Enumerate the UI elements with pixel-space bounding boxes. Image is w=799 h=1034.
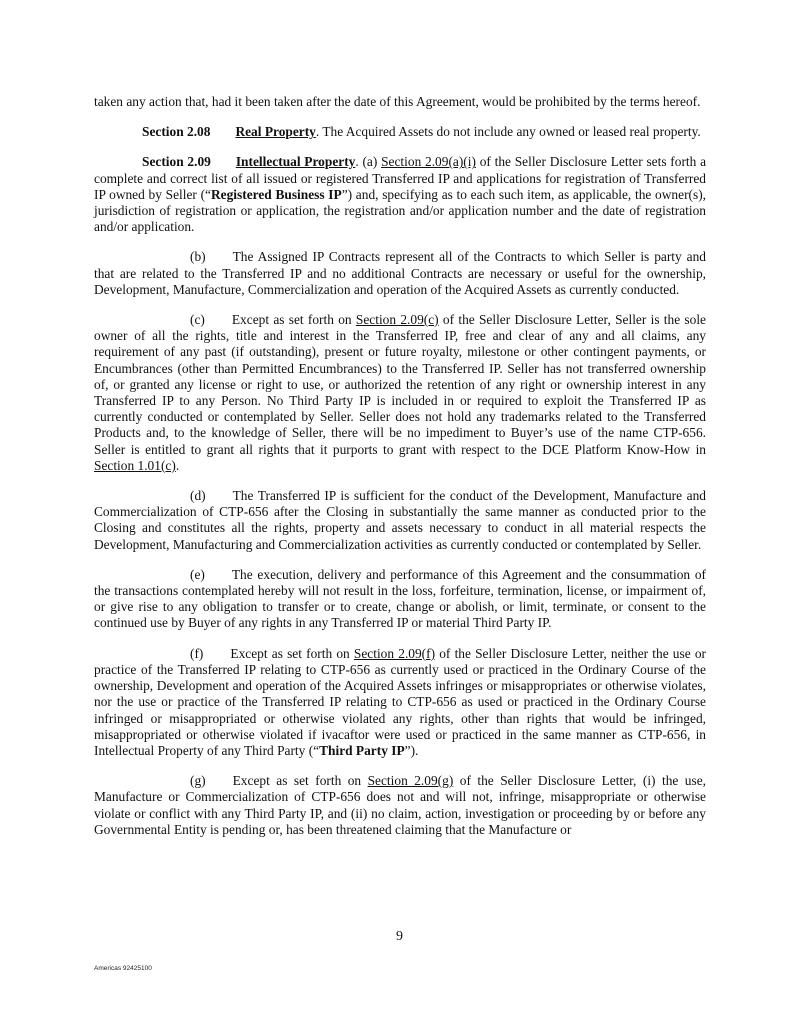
subsection-g bbox=[94, 773, 706, 838]
subsection-text: The execution, delivery and performance of this Agreement and the consummation of the transactions contemplated hereby will not result in the loss, forfeiture, termination, license, or impairment of, or give rise to any obligation to transfer or to create, change or abolish, or limit, terminate, or consent to the continued use by Buyer of any rights in any Transferred IP or material Third Party IP. bbox=[94, 566, 706, 631]
section-title: Real Property bbox=[235, 124, 316, 140]
defined-term: Third Party IP bbox=[319, 742, 405, 758]
subsection-f bbox=[94, 646, 706, 759]
subsection-label: (g) bbox=[190, 773, 206, 789]
section-2-09 bbox=[94, 154, 706, 235]
cross-reference-link: Section 2.09(c) bbox=[355, 312, 439, 328]
section-number: Section 2.09 bbox=[142, 154, 211, 170]
subsection-label: (e) bbox=[190, 566, 205, 582]
cross-reference-link: Section 1.01(c) bbox=[94, 457, 176, 473]
subsection-label: (b) bbox=[190, 249, 206, 265]
cross-reference-link: Section 2.09(g) bbox=[367, 773, 454, 789]
subsection-a-prefix: . (a) bbox=[355, 154, 382, 170]
subsection-d bbox=[94, 488, 706, 553]
page-body bbox=[94, 94, 706, 852]
subsection-label: (f) bbox=[190, 645, 204, 661]
subsection-text: Except as set forth on bbox=[231, 312, 356, 328]
document-footer-id: Americas 92425100 bbox=[94, 965, 152, 972]
subsection-text-body: of the Seller Disclosure Letter, neither the use or practice of the Transferred IP relating to CTP-656 as currently used or practiced in the Ordinary Course of the ownership, Development and operation of the Acquired Assets infringes or misappropriates or otherwise violates, nor the use or practice of the Transferred IP relating to CTP-656 as used or practiced in the Ordinary Course infringed or misappropriated or otherwise violated any rights, other than rights that would be infringed, misappropriated or otherwise violated if ivacaftor were used or practiced in the same manner as CTP-656, in Intellectual Property of any Third Party (“ bbox=[94, 645, 706, 758]
subsection-a-text: of the Seller Disclosure Letter sets forth a complete and correct list of all issued or registered Transferred IP and applications for registration of Transferred IP owned by Seller (“ bbox=[94, 154, 707, 202]
section-number: Section 2.08 bbox=[142, 124, 211, 140]
subsection-text-end: ”). bbox=[404, 742, 419, 758]
subsection-text-end: . bbox=[175, 457, 180, 473]
subsection-label: (c) bbox=[190, 312, 205, 328]
subsection-text: Except as set forth on bbox=[230, 645, 354, 661]
subsection-label: (d) bbox=[190, 488, 206, 504]
subsection-text-body: of the Seller Disclosure Letter, (i) the use, Manufacture or Commercialization of CTP-656 does not and will not, infringe, misappropriate or otherwise violate or conflict with any Third Party IP, and (ii) no claim, action, investigation or proceeding by or before any Governmental Entity is pending or, has been threatened claiming that the Manufacture or bbox=[94, 773, 706, 837]
section-2-08 bbox=[94, 124, 706, 140]
subsection-e bbox=[94, 567, 706, 632]
subsection-text: The Transferred IP is sufficient for the conduct of the Development, Manufacture and Commercialization of CTP-656 after the Closing in substantially the same manner as conducted prior to the Closing and constitutes all the rights, property and assets necessary to conduct in all material respects the Development, Manufacturing and Commercialization activities as currently conducted or contemplated by Seller. bbox=[94, 488, 706, 552]
subsection-b bbox=[94, 249, 706, 298]
subsection-text: The Assigned IP Contracts represent all of the Contracts to which Seller is party and that are related to the Transferred IP and no additional Contracts are necessary or useful for the ownership, Development, Manufacture, Commercialization and operation of the Acquired Assets as currently conducted. bbox=[94, 249, 706, 297]
paragraph-continuation bbox=[94, 94, 706, 110]
cross-reference-link: Section 2.09(f) bbox=[353, 645, 436, 661]
section-text: . The Acquired Assets do not include any owned or leased real property. bbox=[315, 124, 701, 140]
subsection-text-body: of the Seller Disclosure Letter, Seller is the sole owner of all the rights, title and interest in the Transferred IP, free and clear of any and all claims, any requirement of any past (if outstanding), present or future royalty, milestone or other contingent payments, or Encumbrances (other than Permitted Encumbrances) to the Transferred IP. Seller has not transferred ownership of, or granted any license or right to use, or authorized the retention of any right or ownership interest in any Transferred IP to any Person. No Third Party IP is included in or required to exploit the Transferred IP as currently conducted or contemplated by Seller. Seller does not hold any trademarks related to the Transferred Products and, to the knowledge of Seller, there will be no impediment to Buyer’s use of the name CTP-656. Seller is entitled to grant all rights that it purports to grant with respect to the DCE Platform Know-How in bbox=[94, 312, 707, 457]
subsection-c bbox=[94, 312, 706, 474]
subsection-text: Except as set forth on bbox=[232, 773, 368, 789]
paragraph-text: taken any action that, had it been taken after the date of this Agreement, would be prohibited by the terms hereof. bbox=[94, 94, 701, 109]
cross-reference-link: Section 2.09(a)(i) bbox=[381, 154, 476, 170]
section-title: Intellectual Property bbox=[235, 154, 356, 170]
subsection-a-text-end: ”) and, specifying as to each such item, as applicable, the owner(s), jurisdiction of registration or application, the registration and/or application number and the date of registration and/or application. bbox=[94, 186, 706, 235]
defined-term: Registered Business IP bbox=[211, 186, 342, 202]
page-number: 9 bbox=[396, 929, 403, 944]
